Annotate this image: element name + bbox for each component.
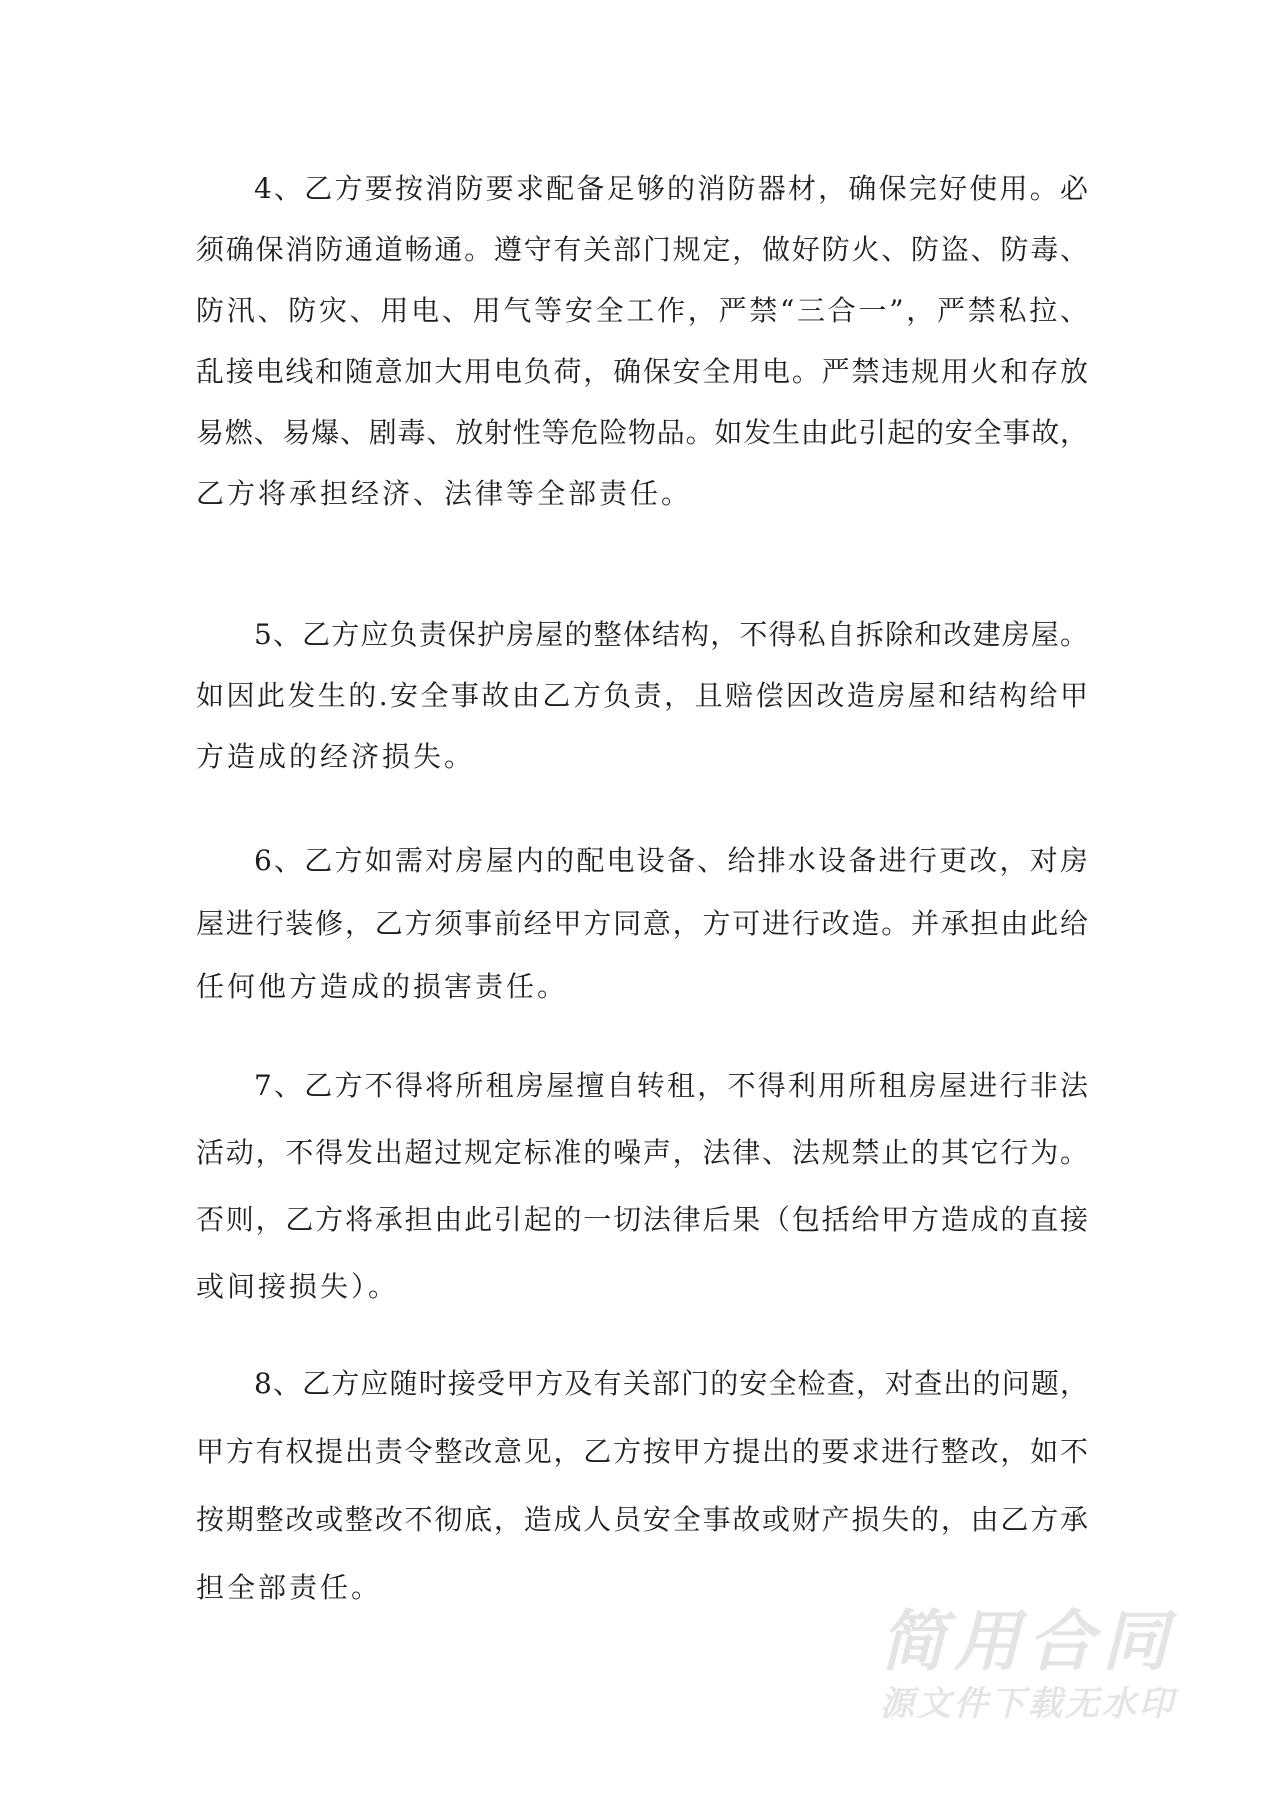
text-line: 甲方有权提出责令整改意见，乙方按甲方提出的要求进行整改，如不 [196,1435,1088,1468]
text-line: 否则，乙方将承担由此引起的一切法律后果（包括给甲方造成的直接 [196,1203,1088,1236]
text-line: 须确保消防通道畅通。遵守有关部门规定，做好防火、防盗、防毒、 [196,233,1088,266]
clause-7 [196,1052,1088,1320]
text-line: 易燃、易爆、剧毒、放射性等危险物品。如发生由此引起的安全事故， [196,416,1088,449]
text-line: 乱接电线和随意加大用电负荷，确保安全用电。严禁违规用火和存放 [196,355,1088,388]
text-line: 4、乙方要按消防要求配备足够的消防器材，确保完好使用。必 [254,172,1088,205]
text-line: 任何他方造成的损害责任。 [196,970,569,1003]
text-line: 5、乙方应负责保护房屋的整体结构，不得私自拆除和改建房屋。 [254,618,1088,651]
text-line: 方造成的经济损失。 [196,740,476,773]
watermark-subtitle: 源文件下载无水印 [880,1684,1176,1724]
text-line: 如因此发生的.安全事故由乙方负责，且赔偿因改造房屋和结构给甲 [196,679,1088,712]
text-line: 乙方将承担经济、法律等全部责任。 [196,477,693,510]
text-line: 7、乙方不得将所租房屋擅自转租，不得利用所租房屋进行非法 [254,1069,1088,1102]
text-line: 6、乙方如需对房屋内的配电设备、给排水设备进行更改，对房 [254,844,1088,877]
text-line: 防汛、防灾、用电、用气等安全工作，严禁“三合一”，严禁私拉、 [196,294,1088,327]
text-line: 屋进行装修，乙方须事前经甲方同意，方可进行改造。并承担由此给 [196,907,1088,940]
text-line: 担全部责任。 [196,1571,383,1604]
text-line: 或间接损失）。 [196,1270,400,1303]
text-line: 活动，不得发出超过规定标准的噪声，法律、法规禁止的其它行为。 [196,1136,1088,1169]
clause-8 [196,1350,1088,1622]
text-line: 8、乙方应随时接受甲方及有关部门的安全检查，对查出的问题， [254,1367,1088,1400]
clause-6 [196,829,1088,1018]
text-line: 按期整改或整改不彻底，造成人员安全事故或财产损失的，由乙方承 [196,1503,1088,1536]
clause-5 [196,604,1088,787]
watermark-logo: 简用合同 [880,1603,1176,1680]
clause-4 [196,158,1088,524]
